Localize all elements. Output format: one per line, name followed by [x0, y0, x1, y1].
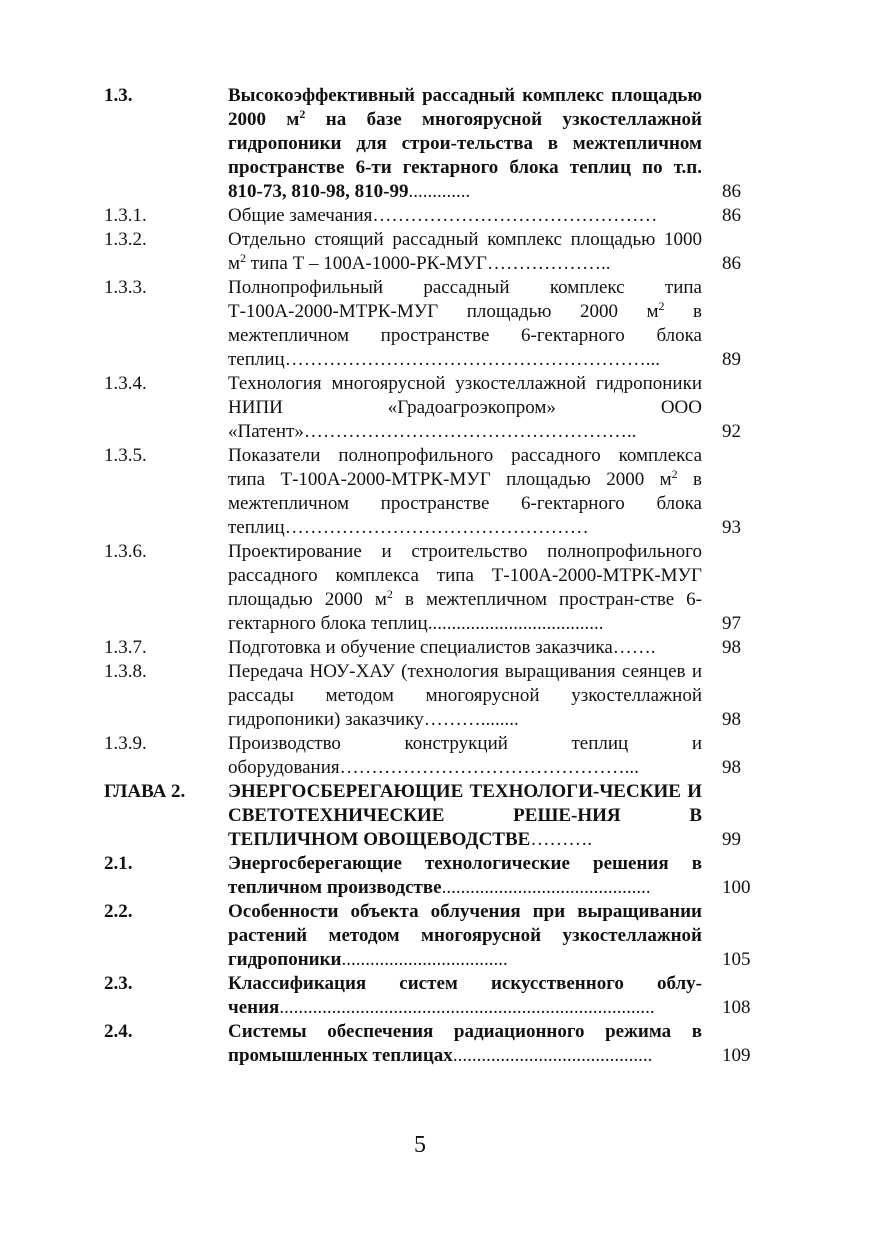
toc-entry: [104, 276, 774, 372]
toc-entry-superscript: 2: [386, 587, 393, 601]
toc-entry-title: [228, 276, 702, 372]
toc-entry: [104, 732, 774, 780]
toc-entry-title-text: ЭНЕРГОСБЕРЕГАЮЩИЕ ТЕХНОЛОГИ-ЧЕСКИЕ И СВЕТОТЕХНИЧЕСКИЕ РЕШЕ-НИЯ В ТЕПЛИЧНОМ ОВОЩЕВОДСТВЕ: [228, 781, 702, 850]
toc-entry: [104, 540, 774, 636]
toc-entry-number: 1.3.5.: [104, 445, 147, 466]
toc-entry-number: ГЛАВА 2.: [104, 781, 186, 802]
toc-entry-leader: ……….: [530, 829, 593, 850]
toc-entry-title-text: Классификация систем искусственного облу-чения: [228, 973, 702, 1018]
toc-entry-leader: ...............................................................................: [279, 997, 655, 1018]
page-number: 5: [414, 1132, 426, 1158]
toc-entry-number: 2.1.: [104, 853, 133, 874]
toc-entry-superscript: 2: [299, 107, 306, 121]
toc-entry-title-text: Передача НОУ-ХАУ (технология выращивания сеянцев и рассады методом многоярусной узкостеллажной гидропоники) заказчику: [228, 661, 702, 730]
toc-entry: [104, 372, 774, 444]
toc-entry-title: [228, 636, 702, 660]
toc-entry: [104, 900, 774, 972]
toc-entry-number: 1.3.: [104, 85, 133, 106]
toc-entry-title-text: Высокоэффективный рассадный комплекс площадью 2000 м: [228, 85, 702, 130]
toc-entry-page: 98: [722, 709, 741, 730]
toc-entry-title-text: типа Т – 100А-1000-РК-МУГ: [246, 253, 487, 274]
toc-entry-page: 98: [722, 637, 741, 658]
toc-entry-page: 99: [722, 829, 741, 850]
toc-entry-title: [228, 780, 702, 852]
toc-entry-leader: ……………………………………………..: [303, 421, 637, 442]
toc-entry-title: [228, 204, 702, 228]
toc-entry-title-text: в межтепличном простран-стве 6-гектарного блока теплиц: [228, 589, 703, 634]
toc-entry-title-text: Системы обеспечения радиационного режима в промышленных теплицах: [228, 1021, 702, 1066]
toc-entry-page: 105: [722, 949, 751, 970]
toc-entry-title: [228, 1020, 702, 1068]
toc-entry-title-text: Энергосберегающие технологические решения в тепличном производстве: [228, 853, 702, 898]
toc-entry: [104, 228, 774, 276]
toc-entry: [104, 780, 774, 852]
toc-entry-leader: ………………………………………...: [339, 757, 639, 778]
toc-entry-number: 2.2.: [104, 901, 133, 922]
toc-entry-page: 109: [722, 1045, 751, 1066]
toc-entry-title-text: Полнопрофильный рассадный комплекс типа Т-100А-2000-МТРК-МУГ площадью 2000 м: [228, 277, 702, 322]
toc-entry-title-text: на базе многоярусной узкостеллажной гидропоники для строи-тельства в межтепличном пространстве 6-ти гектарного блока теплиц по т.п. 810-73, 810-98, 810-99: [228, 109, 702, 202]
toc-entry-title: [228, 732, 702, 780]
toc-entry-leader: ............................................: [441, 877, 651, 898]
toc-entry-superscript: 2: [240, 251, 247, 265]
toc-entry-leader: ………........: [423, 709, 519, 730]
toc-entry-title-text: в межтепличном пространстве 6-гектарного блока теплиц: [228, 469, 702, 538]
toc-entry-superscript: 2: [658, 299, 665, 313]
toc-entry-page: 89: [722, 349, 741, 370]
toc-entry-number: 1.3.7.: [104, 637, 147, 658]
toc-entry-title-text: Особенности объекта облучения при выращивании растений методом многоярусной узкостеллажной гидропоники: [228, 901, 702, 970]
toc-entry-leader: …………………………………………………...: [284, 349, 660, 370]
toc-entry-title: [228, 972, 702, 1020]
toc-entry-leader: .............: [408, 181, 471, 202]
toc-entry-title-text: в межтепличном пространстве 6-гектарного блока теплиц: [228, 301, 702, 370]
toc-entry-page: 97: [722, 613, 741, 634]
toc-entry-leader: ………………………………………: [372, 205, 658, 226]
toc-entry-page: 93: [722, 517, 741, 538]
toc-entry-superscript: 2: [671, 467, 678, 481]
toc-entry-title: [228, 852, 702, 900]
toc-entry-title-text: Проектирование и строительство полнопрофильного рассадного комплекса типа Т-100А-2000-МТРК-МУГ площадью 2000 м: [228, 541, 702, 610]
toc-entry: [104, 636, 774, 660]
toc-entry-leader: ………………..: [486, 253, 611, 274]
toc-entry-number: 2.4.: [104, 1021, 133, 1042]
toc-entry-title: [228, 540, 702, 636]
toc-entry-title-text: Подготовка и обучение специалистов заказчика: [228, 637, 613, 658]
toc-entry-page: 98: [722, 757, 741, 778]
toc-entry-page: 86: [722, 205, 741, 226]
toc-entry-leader: ...................................: [341, 949, 508, 970]
toc-entry: [104, 444, 774, 540]
toc-entry-title: [228, 444, 702, 540]
toc-entry-leader: …………………………………………: [284, 517, 589, 538]
toc-entry-number: 1.3.4.: [104, 373, 147, 394]
toc-entry-leader: ..........................................: [452, 1045, 653, 1066]
toc-entry-number: 1.3.1.: [104, 205, 147, 226]
toc-entry-page: 100: [722, 877, 751, 898]
toc-entry-leader: …….: [612, 637, 656, 658]
toc-entry-title-text: Технология многоярусной узкостеллажной гидропоники НИПИ «Градоагроэкопром» ООО «Патент»: [228, 373, 702, 442]
toc-entry-title: [228, 660, 702, 732]
toc-entry-page: 86: [722, 253, 741, 274]
toc-entry-title-text: Производство конструкций теплиц и оборудования: [228, 733, 702, 778]
toc-entry-number: 1.3.6.: [104, 541, 147, 562]
toc-entry-number: 1.3.2.: [104, 229, 147, 250]
toc-entry-title: [228, 228, 702, 276]
toc-entry: [104, 972, 774, 1020]
toc-entry-title: [228, 372, 702, 444]
toc-entry: [104, 660, 774, 732]
toc-entry: [104, 1020, 774, 1068]
toc-entry-title: [228, 900, 702, 972]
toc-entry: [104, 84, 774, 204]
toc-entry-title-text: Показатели полнопрофильного рассадного комплекса типа Т-100А-2000-МТРК-МУГ площадью 2000 м: [228, 445, 702, 490]
toc-entry: [104, 204, 774, 228]
toc-entry-page: 86: [722, 181, 741, 202]
toc-entry-page: 92: [722, 421, 741, 442]
table-of-contents: [104, 84, 774, 1068]
toc-entry-number: 1.3.3.: [104, 277, 147, 298]
toc-entry-title: [228, 84, 702, 204]
toc-entry-number: 1.3.8.: [104, 661, 147, 682]
toc-entry-title-text: Отдельно стоящий рассадный комплекс площадью 1000 м: [228, 229, 702, 274]
toc-entry: [104, 852, 774, 900]
toc-entry-title-text: Общие замечания: [228, 205, 373, 226]
toc-entry-leader: .....................................: [427, 613, 604, 634]
toc-entry-number: 1.3.9.: [104, 733, 147, 754]
toc-entry-number: 2.3.: [104, 973, 133, 994]
toc-entry-page: 108: [722, 997, 751, 1018]
